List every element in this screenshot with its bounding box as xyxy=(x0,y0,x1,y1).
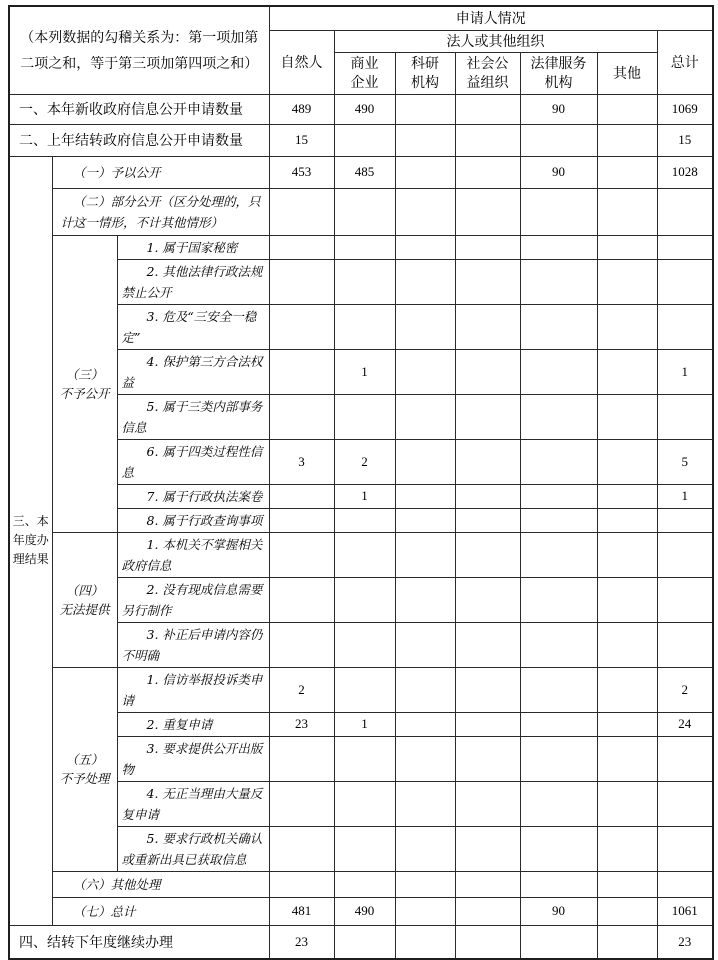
row-label-repeat-request: 2. 重复申请 xyxy=(117,712,269,736)
row-label-third-party-rights: 4. 保护第三方合法权益 xyxy=(117,349,269,394)
cell-research-institution xyxy=(395,667,455,712)
cell-research-institution xyxy=(395,736,455,781)
cell-natural-person xyxy=(269,871,334,897)
cell-natural-person: 489 xyxy=(269,94,334,124)
cell-natural-person: 23 xyxy=(269,925,334,959)
cell-legal-service-org xyxy=(520,484,597,508)
cell-natural-person xyxy=(269,532,334,577)
cell-total: 1 xyxy=(657,484,713,508)
cell-research-institution xyxy=(395,712,455,736)
cell-commercial-enterprise xyxy=(334,259,395,304)
cell-commercial-enterprise xyxy=(334,826,395,871)
col-header-natural-person: 自然人 xyxy=(269,30,334,94)
group-label-refused-num: （三） xyxy=(65,366,104,382)
cell-commercial-enterprise xyxy=(334,925,395,959)
cell-total xyxy=(657,304,713,349)
cell-other xyxy=(597,508,657,532)
cell-other xyxy=(597,925,657,959)
cell-natural-person: 23 xyxy=(269,712,334,736)
reconciliation-note: （本列数据的勾稽关系为：第一项加第二项之和，等于第三项加第四项之和） xyxy=(9,6,269,94)
cell-research-institution xyxy=(395,897,455,925)
cell-public-welfare-org xyxy=(455,124,520,156)
cell-other xyxy=(597,124,657,156)
cell-public-welfare-org xyxy=(455,259,520,304)
cell-total: 23 xyxy=(657,925,713,959)
row-label-published-materials: 3. 要求提供公开出版物 xyxy=(117,736,269,781)
cell-natural-person: 453 xyxy=(269,156,334,188)
row-label-partial-disclosure: （二）部分公开（区分处理的，只计这一情形，不计其他情形） xyxy=(52,188,269,235)
row-label-other-handling: （六）其他处理 xyxy=(52,871,269,897)
cell-commercial-enterprise: 490 xyxy=(334,897,395,925)
cell-total: 24 xyxy=(657,712,713,736)
row-label-not-held: 1. 本机关不掌握相关政府信息 xyxy=(117,532,269,577)
cell-natural-person xyxy=(269,349,334,394)
cell-research-institution xyxy=(395,394,455,439)
cell-other xyxy=(597,736,657,781)
cell-research-institution xyxy=(395,304,455,349)
cell-natural-person: 2 xyxy=(269,667,334,712)
cell-total xyxy=(657,622,713,667)
cell-research-institution xyxy=(395,508,455,532)
table-row xyxy=(9,94,713,124)
cell-research-institution xyxy=(395,259,455,304)
row-label-petition-complaint: 1. 信访举报投诉类申请 xyxy=(117,667,269,712)
cell-public-welfare-org xyxy=(455,349,520,394)
cell-commercial-enterprise xyxy=(334,394,395,439)
cell-commercial-enterprise xyxy=(334,781,395,826)
group-label-unable-to-provide xyxy=(52,532,117,667)
cell-commercial-enterprise xyxy=(334,235,395,259)
cell-legal-service-org xyxy=(520,188,597,235)
group-label-refused-name: 不予公开 xyxy=(59,385,110,401)
cell-legal-service-org: 90 xyxy=(520,94,597,124)
table-row xyxy=(9,124,713,156)
cell-natural-person xyxy=(269,781,334,826)
row-label-unjustified-repeated: 4. 无正当理由大量反复申请 xyxy=(117,781,269,826)
cell-natural-person xyxy=(269,484,334,508)
row-label-state-secret: 1. 属于国家秘密 xyxy=(117,235,269,259)
table-row xyxy=(9,667,713,712)
cell-total: 2 xyxy=(657,667,713,712)
cell-total xyxy=(657,781,713,826)
col-header-commercial-enterprise: 商业企业 xyxy=(334,52,395,94)
cell-research-institution xyxy=(395,235,455,259)
cell-legal-service-org: 90 xyxy=(520,897,597,925)
cell-other xyxy=(597,781,657,826)
table-row xyxy=(9,235,713,259)
cell-other xyxy=(597,577,657,622)
cell-total: 1 xyxy=(657,349,713,394)
cell-legal-service-org xyxy=(520,577,597,622)
cell-other xyxy=(597,394,657,439)
cell-research-institution xyxy=(395,925,455,959)
cell-public-welfare-org xyxy=(455,304,520,349)
cell-other xyxy=(597,304,657,349)
col-header-other: 其他 xyxy=(597,52,657,94)
cell-legal-service-org xyxy=(520,712,597,736)
row-group-label-section3-results: 三、本年度办理结果 xyxy=(9,156,52,925)
col-header-total: 总计 xyxy=(657,30,713,94)
cell-natural-person xyxy=(269,508,334,532)
cell-legal-service-org xyxy=(520,349,597,394)
cell-other xyxy=(597,897,657,925)
row-label-granted: （一）予以公开 xyxy=(52,156,269,188)
row-label-internal-affairs: 5. 属于三类内部事务信息 xyxy=(117,394,269,439)
cell-other xyxy=(597,439,657,484)
cell-other xyxy=(597,712,657,736)
cell-other xyxy=(597,259,657,304)
cell-commercial-enterprise xyxy=(334,532,395,577)
cell-other xyxy=(597,871,657,897)
cell-public-welfare-org xyxy=(455,94,520,124)
cell-legal-service-org xyxy=(520,622,597,667)
cell-research-institution xyxy=(395,439,455,484)
cell-research-institution xyxy=(395,94,455,124)
cell-natural-person xyxy=(269,826,334,871)
group-label-refused xyxy=(52,235,117,532)
cell-legal-service-org xyxy=(520,259,597,304)
cell-total xyxy=(657,532,713,577)
cell-legal-service-org xyxy=(520,736,597,781)
cell-legal-service-org xyxy=(520,439,597,484)
cell-total xyxy=(657,577,713,622)
cell-public-welfare-org xyxy=(455,577,520,622)
cell-legal-service-org xyxy=(520,826,597,871)
cell-natural-person: 481 xyxy=(269,897,334,925)
table-row xyxy=(9,897,713,925)
cell-research-institution xyxy=(395,871,455,897)
cell-commercial-enterprise xyxy=(334,736,395,781)
cell-natural-person xyxy=(269,304,334,349)
cell-natural-person xyxy=(269,577,334,622)
cell-research-institution xyxy=(395,781,455,826)
cell-legal-service-org xyxy=(520,508,597,532)
cell-total xyxy=(657,736,713,781)
table-row xyxy=(9,532,713,577)
cell-commercial-enterprise: 1 xyxy=(334,712,395,736)
row-label-endanger-security: 3. 危及“三安全一稳定” xyxy=(117,304,269,349)
cell-natural-person: 15 xyxy=(269,124,334,156)
cell-natural-person xyxy=(269,394,334,439)
cell-total xyxy=(657,259,713,304)
cell-research-institution xyxy=(395,124,455,156)
row-label-carry-to-next-year: 四、结转下年度继续办理 xyxy=(9,925,269,959)
cell-natural-person xyxy=(269,736,334,781)
cell-legal-service-org xyxy=(520,532,597,577)
cell-legal-service-org xyxy=(520,304,597,349)
cell-other xyxy=(597,484,657,508)
cell-total: 1069 xyxy=(657,94,713,124)
cell-public-welfare-org xyxy=(455,826,520,871)
cell-total: 1028 xyxy=(657,156,713,188)
cell-commercial-enterprise xyxy=(334,304,395,349)
cell-other xyxy=(597,826,657,871)
row-label-process-information: 6. 属于四类过程性信息 xyxy=(117,439,269,484)
cell-commercial-enterprise: 485 xyxy=(334,156,395,188)
disclosure-requests-table xyxy=(8,5,714,960)
cell-public-welfare-org xyxy=(455,508,520,532)
cell-legal-service-org xyxy=(520,394,597,439)
cell-total: 5 xyxy=(657,439,713,484)
cell-other xyxy=(597,94,657,124)
cell-public-welfare-org xyxy=(455,394,520,439)
row-label-carryover-requests: 二、上年结转政府信息公开申请数量 xyxy=(9,124,269,156)
col-header-research-institution: 科研机构 xyxy=(395,52,455,94)
cell-commercial-enterprise: 1 xyxy=(334,484,395,508)
cell-other xyxy=(597,235,657,259)
col-header-public-welfare-org: 社会公益组织 xyxy=(455,52,520,94)
cell-natural-person xyxy=(269,235,334,259)
cell-legal-service-org xyxy=(520,925,597,959)
cell-total: 1061 xyxy=(657,897,713,925)
row-label-still-unclear: 3. 补正后申请内容仍不明确 xyxy=(117,622,269,667)
group-label-unable-num: （四） xyxy=(65,582,104,598)
cell-total xyxy=(657,826,713,871)
cell-total xyxy=(657,508,713,532)
cell-research-institution xyxy=(395,156,455,188)
cell-commercial-enterprise xyxy=(334,124,395,156)
cell-legal-service-org xyxy=(520,667,597,712)
cell-research-institution xyxy=(395,532,455,577)
cell-research-institution xyxy=(395,826,455,871)
cell-legal-service-org: 90 xyxy=(520,156,597,188)
cell-research-institution xyxy=(395,484,455,508)
cell-public-welfare-org xyxy=(455,484,520,508)
group-label-not-processed xyxy=(52,667,117,871)
cell-public-welfare-org xyxy=(455,667,520,712)
table-row xyxy=(9,188,713,235)
row-label-law-prohibited: 2. 其他法律行政法规禁止公开 xyxy=(117,259,269,304)
cell-total xyxy=(657,871,713,897)
cell-commercial-enterprise: 1 xyxy=(334,349,395,394)
cell-other xyxy=(597,156,657,188)
cell-research-institution xyxy=(395,349,455,394)
cell-other xyxy=(597,622,657,667)
cell-public-welfare-org xyxy=(455,532,520,577)
cell-commercial-enterprise xyxy=(334,622,395,667)
cell-other xyxy=(597,349,657,394)
cell-other xyxy=(597,667,657,712)
cell-public-welfare-org xyxy=(455,736,520,781)
cell-total: 15 xyxy=(657,124,713,156)
group-label-not-processed-name: 不予处理 xyxy=(59,771,110,786)
cell-total xyxy=(657,188,713,235)
group-label-unable-name: 无法提供 xyxy=(59,601,110,617)
cell-legal-service-org xyxy=(520,124,597,156)
row-label-needs-creation: 2. 没有现成信息需要另行制作 xyxy=(117,577,269,622)
cell-total xyxy=(657,394,713,439)
cell-natural-person: 3 xyxy=(269,439,334,484)
row-label-new-requests: 一、本年新收政府信息公开申请数量 xyxy=(9,94,269,124)
cell-other xyxy=(597,188,657,235)
row-label-administrative-inquiry: 8. 属于行政查询事项 xyxy=(117,508,269,532)
cell-research-institution xyxy=(395,622,455,667)
cell-natural-person xyxy=(269,259,334,304)
col-header-legal-service-org: 法律服务机构 xyxy=(520,52,597,94)
cell-commercial-enterprise: 490 xyxy=(334,94,395,124)
cell-research-institution xyxy=(395,188,455,235)
cell-public-welfare-org xyxy=(455,188,520,235)
table-row xyxy=(9,925,713,959)
table-row xyxy=(9,871,713,897)
cell-public-welfare-org xyxy=(455,439,520,484)
cell-public-welfare-org xyxy=(455,897,520,925)
row-label-enforcement-files: 7. 属于行政执法案卷 xyxy=(117,484,269,508)
cell-legal-service-org xyxy=(520,871,597,897)
table-row xyxy=(9,156,713,188)
header-applicant-situation: 申请人情况 xyxy=(269,6,713,30)
cell-public-welfare-org xyxy=(455,622,520,667)
cell-public-welfare-org xyxy=(455,925,520,959)
row-label-section-total: （七）总计 xyxy=(52,897,269,925)
cell-total xyxy=(657,235,713,259)
cell-natural-person xyxy=(269,188,334,235)
cell-commercial-enterprise xyxy=(334,188,395,235)
cell-commercial-enterprise xyxy=(334,667,395,712)
cell-public-welfare-org xyxy=(455,235,520,259)
cell-commercial-enterprise xyxy=(334,577,395,622)
cell-other xyxy=(597,532,657,577)
cell-commercial-enterprise xyxy=(334,508,395,532)
cell-legal-service-org xyxy=(520,781,597,826)
row-label-confirm-reissue: 5. 要求行政机关确认或重新出具已获取信息 xyxy=(117,826,269,871)
cell-public-welfare-org xyxy=(455,871,520,897)
header-legal-or-other-org: 法人或其他组织 xyxy=(334,30,657,52)
cell-natural-person xyxy=(269,622,334,667)
cell-public-welfare-org xyxy=(455,781,520,826)
group-label-not-processed-num: （五） xyxy=(65,752,104,767)
cell-commercial-enterprise: 2 xyxy=(334,439,395,484)
cell-commercial-enterprise xyxy=(334,871,395,897)
cell-public-welfare-org xyxy=(455,712,520,736)
cell-public-welfare-org xyxy=(455,156,520,188)
cell-research-institution xyxy=(395,577,455,622)
cell-legal-service-org xyxy=(520,235,597,259)
